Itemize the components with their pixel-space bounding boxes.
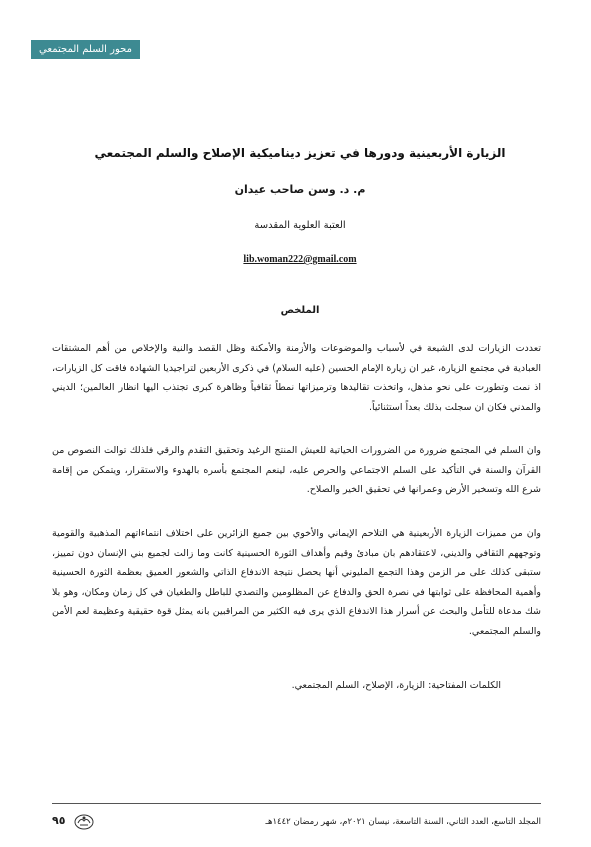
page-number: ٩٥ bbox=[52, 814, 66, 827]
abstract-paragraph-2: وان السلم في المجتمع ضرورة من الضرورات الحياتية للعيش المنتج الرغيد وتحقيق التقدم والرقي فلذلك توالت النصوص من القرآن والسنة في التأكيد على السلم الاجتماعي والحرص عليه، لينعم المجتمع بأسره بالهدوء والاستقرار، ويتمكن من إقامة شرع الله وتسخير الأرض وعمرانها في تحقيق الخير والصلاح. bbox=[52, 445, 541, 496]
journal-emblem-icon bbox=[74, 813, 94, 830]
author-name: م. د. وسن صاحب عيدان bbox=[234, 183, 366, 196]
page-footer bbox=[52, 812, 541, 834]
keywords-line: الكلمات المفتاحية: الزيارة، الإصلاح، السلم المجتمعي. bbox=[291, 680, 501, 691]
abstract-paragraph-1: تعددت الزيارات لدى الشيعة في لأسباب والموضوعات والأزمنة والأمكنة وظل القصد والنية والإخلاص من أهم المشتقات العبادية في مجتمع الزيارة، غير ان زيارة الإمام الحسين (عليه السلام) في ذكرى الأربعين لتراجيديا الشهادة فاقت كل الزيارات، اذ نمت وتطورت على نحو مذهل، واتخذت تقاليدها وترميزاتها نمطاً ثقافياً وظاهرة كبرى تجتذب اليها انظار العالمين؛ الديني والمدني فكان ان سجلت بذلك بعداً استثنائياً. bbox=[52, 343, 541, 413]
section-label-tag bbox=[31, 40, 140, 59]
author-institution: العتبة العلوية المقدسة bbox=[254, 220, 346, 231]
author-email-link[interactable]: lib.woman222@gmail.com bbox=[243, 254, 357, 265]
abstract-heading: الملخص bbox=[280, 305, 320, 316]
article-title: الزيارة الأربعينية ودورها في تعزيز ديناميكية الإصلاح والسلم المجتمعي bbox=[94, 146, 506, 160]
abstract-paragraph-3: وان من مميزات الزيارة الأربعينية هي التلاحم الإيماني والأخوي بين جميع الزائرين على اختلاف انتماءاتهم المذهبية والقومية وتوجههم الثقافي والديني، لاعتقادهم بان مبادئ وقيم وأهداف الثورة الحسينية كانت وما زالت لجميع بني الإنسان دون تمييز، ستبقى كذلك على مر الزمن وهذا التجمع المليوني أنها يحصل نتيجة الاندفاع الذاتي والشعور العميق بعظمة الثورة الحسينية وأهمية المحافظة على ثوابتها في نصرة الحق والدفاع عن المظلومين والتصدي للباطل والطغيان في كل زمان ومكان، وهو بلا شك مدعاة للتأمل والبحث عن أسرار هذا الاندفاع الذي يرى فيه الكثير من المراقبين بانه يمثل قوة حقيقية وعظيمة لعم الأمن والسلم المجتمعي. bbox=[52, 528, 541, 637]
section-label-text: محور السلم المجتمعي bbox=[39, 44, 132, 55]
author-email[interactable] bbox=[150, 253, 450, 267]
journal-info: المجلد التاسع، العدد الثاني، السنة التاسعة، نيسان ٢٠٢١م، شهر رمضان ١٤٤٢هـ bbox=[265, 817, 541, 827]
footer-divider bbox=[52, 803, 541, 804]
